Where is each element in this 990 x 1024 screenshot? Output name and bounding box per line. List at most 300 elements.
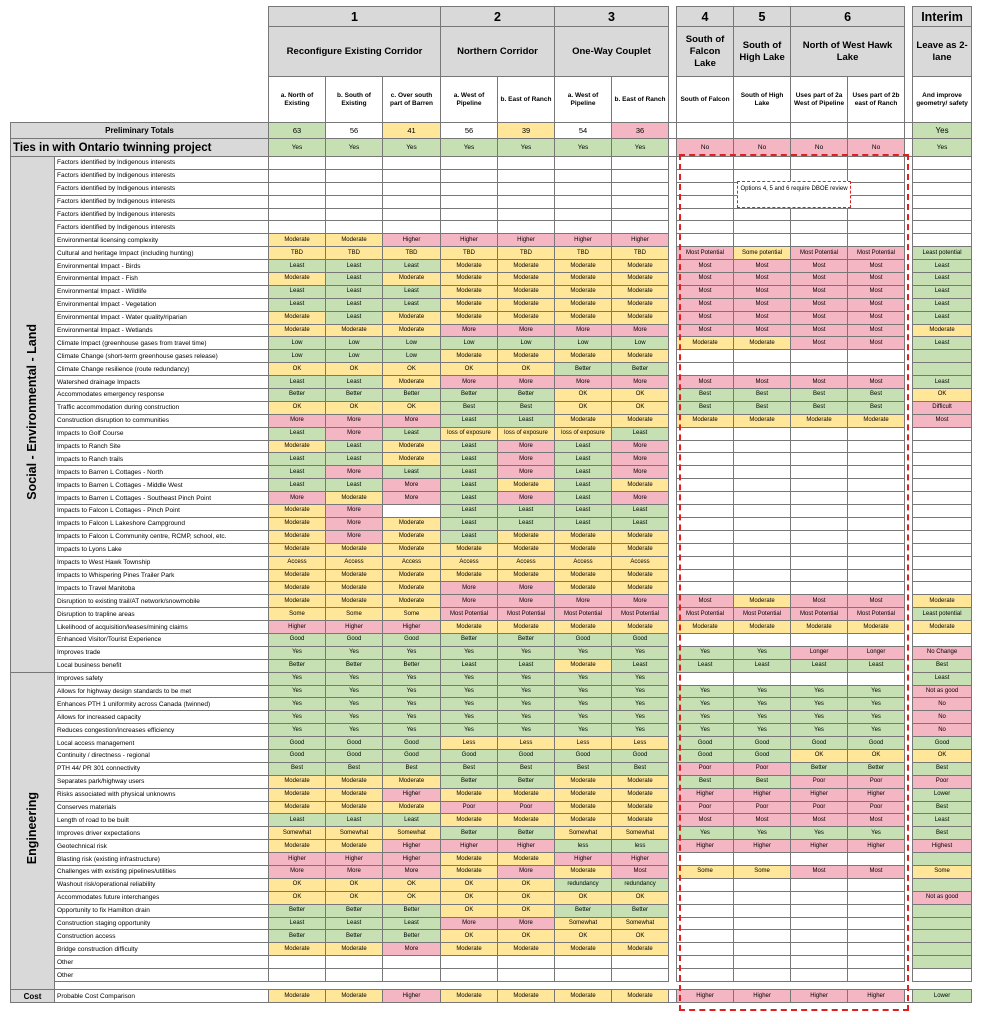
criterion-label: Construction staging opportunity — [55, 917, 269, 930]
score-cell: TBD — [612, 247, 669, 260]
criteria-row — [11, 427, 981, 440]
score-cell: Most Potential — [848, 247, 905, 260]
score-cell — [677, 543, 734, 556]
criterion-label: Challenges with existing pipelines/utilities — [55, 865, 269, 878]
criteria-row — [11, 878, 981, 891]
score-cell: More — [441, 917, 498, 930]
criteria-row — [11, 350, 981, 363]
score-cell: Most — [734, 298, 791, 311]
score-cell: More — [326, 865, 383, 878]
score-cell: Moderate — [555, 311, 612, 324]
criterion-label: Impacts to Falcon L Cottages - Pinch Point — [55, 505, 269, 518]
criteria-row — [11, 311, 981, 324]
gap — [669, 711, 677, 724]
score-cell: Moderate — [326, 775, 383, 788]
score-cell: Moderate — [498, 814, 555, 827]
score-cell: Good — [326, 737, 383, 750]
criterion-label: Impacts to Ranch Site — [55, 440, 269, 453]
gap — [905, 543, 913, 556]
gap — [905, 260, 913, 273]
score-cell: Least — [498, 505, 555, 518]
score-cell: OK — [498, 891, 555, 904]
score-cell: Least — [498, 414, 555, 427]
criteria-row — [11, 466, 981, 479]
score-cell — [734, 453, 791, 466]
score-cell: Better — [383, 904, 441, 917]
option-group-gi: Leave as 2-lane — [913, 27, 972, 77]
score-cell: OK — [913, 749, 972, 762]
score-cell: Moderate — [555, 350, 612, 363]
score-cell: Higher — [441, 840, 498, 853]
score-cell: Better — [555, 363, 612, 376]
score-cell: Less — [498, 737, 555, 750]
score-cell: Most — [677, 260, 734, 273]
gap — [905, 595, 913, 608]
score-cell: Moderate — [269, 788, 326, 801]
score-cell: TBD — [441, 247, 498, 260]
gap — [669, 749, 677, 762]
score-cell: Least — [791, 659, 848, 672]
score-cell: Most — [791, 260, 848, 273]
score-cell: Least — [612, 427, 669, 440]
score-cell: Moderate — [326, 543, 383, 556]
score-cell: Low — [498, 337, 555, 350]
score-cell: Least — [326, 814, 383, 827]
score-cell: More — [383, 492, 441, 505]
score-cell: Better — [383, 389, 441, 402]
score-cell: Moderate — [612, 582, 669, 595]
score-cell: less — [555, 840, 612, 853]
score-cell: Moderate — [441, 273, 498, 286]
score-cell: Better — [612, 363, 669, 376]
score-cell: Low — [326, 337, 383, 350]
score-cell: Most — [791, 285, 848, 298]
score-cell: Most — [677, 324, 734, 337]
score-cell: More — [326, 530, 383, 543]
section-label: Social - Environmental - Land — [25, 323, 39, 500]
score-cell: Better — [498, 775, 555, 788]
score-cell: Least — [326, 479, 383, 492]
score-cell — [734, 466, 791, 479]
score-cell: Poor — [734, 801, 791, 814]
gap — [905, 208, 913, 221]
score-cell: Low — [269, 350, 326, 363]
score-cell: Yes — [612, 672, 669, 685]
gap — [905, 891, 913, 904]
score-cell — [913, 633, 972, 646]
gap — [905, 956, 913, 969]
score-cell: Access — [612, 556, 669, 569]
gap — [905, 659, 913, 672]
score-cell: Low — [441, 337, 498, 350]
criterion-label: Impacts to Barren L Cottages - North — [55, 466, 269, 479]
score-cell — [677, 505, 734, 518]
score-cell — [555, 969, 612, 982]
gap — [669, 182, 677, 195]
score-cell: OK — [441, 363, 498, 376]
score-cell: Yes — [383, 685, 441, 698]
score-cell — [441, 221, 498, 234]
score-cell: Yes — [498, 672, 555, 685]
score-cell: 63 — [269, 123, 326, 139]
score-cell: Moderate — [498, 285, 555, 298]
score-cell: Least — [555, 453, 612, 466]
suboption-header: Uses part of 2a West of Pipeline — [791, 77, 848, 123]
score-cell — [326, 208, 383, 221]
score-cell — [848, 530, 905, 543]
score-cell: Highest — [913, 840, 972, 853]
score-cell — [848, 234, 905, 247]
score-cell — [734, 363, 791, 376]
gap — [905, 169, 913, 182]
criteria-row — [11, 749, 981, 762]
score-cell: Least — [555, 440, 612, 453]
gap — [905, 943, 913, 956]
score-cell — [913, 363, 972, 376]
score-cell: Yes — [269, 698, 326, 711]
score-cell — [734, 569, 791, 582]
score-cell: Moderate — [326, 943, 383, 956]
score-cell — [269, 208, 326, 221]
score-cell: Moderate — [326, 492, 383, 505]
score-cell: Moderate — [269, 582, 326, 595]
gap — [905, 27, 913, 77]
score-cell: Higher — [791, 788, 848, 801]
gap — [669, 260, 677, 273]
score-cell: Moderate — [441, 865, 498, 878]
criterion-label: Construction access — [55, 930, 269, 943]
score-cell — [848, 221, 905, 234]
score-cell: Moderate — [612, 311, 669, 324]
score-cell: Yes — [612, 139, 669, 157]
score-cell: Most — [848, 285, 905, 298]
score-cell: Least — [383, 260, 441, 273]
score-cell — [791, 556, 848, 569]
score-cell: Least — [269, 285, 326, 298]
score-cell: Moderate — [612, 298, 669, 311]
score-cell: OK — [269, 878, 326, 891]
criterion-label: Washout risk/operational reliability — [55, 878, 269, 891]
score-cell — [734, 517, 791, 530]
score-cell: Yes — [326, 724, 383, 737]
score-cell: Best — [441, 401, 498, 414]
criteria-row — [11, 221, 981, 234]
score-cell — [734, 427, 791, 440]
option-group-g6: North of West Hawk Lake — [791, 27, 905, 77]
score-cell: OK — [269, 891, 326, 904]
criterion-label: Separates park/highway users — [55, 775, 269, 788]
gap — [669, 350, 677, 363]
score-cell: More — [612, 466, 669, 479]
score-cell: More — [612, 453, 669, 466]
score-cell: Least — [913, 298, 972, 311]
gap — [905, 324, 913, 337]
score-cell — [848, 878, 905, 891]
score-cell: Best — [498, 762, 555, 775]
evaluation-matrix — [10, 6, 980, 1003]
gap — [905, 221, 913, 234]
score-cell — [612, 221, 669, 234]
score-cell: Least — [612, 505, 669, 518]
criterion-label: Factors identified by Indigenous interests — [55, 208, 269, 221]
score-cell: Best — [498, 401, 555, 414]
score-cell: Better — [498, 827, 555, 840]
score-cell: Moderate — [555, 569, 612, 582]
score-cell: Yes — [677, 685, 734, 698]
score-cell: More — [612, 324, 669, 337]
score-cell: Good — [326, 633, 383, 646]
score-cell: Moderate — [383, 324, 441, 337]
criteria-row — [11, 324, 981, 337]
section-engineering — [11, 672, 55, 989]
score-cell: Most — [677, 595, 734, 608]
gap — [905, 749, 913, 762]
score-cell — [326, 221, 383, 234]
score-cell: Yes — [498, 724, 555, 737]
score-cell: Moderate — [441, 814, 498, 827]
score-cell: Most — [848, 337, 905, 350]
score-cell: Lower — [913, 788, 972, 801]
score-cell: Yes — [441, 724, 498, 737]
score-cell: Moderate — [383, 273, 441, 286]
score-cell: Yes — [269, 711, 326, 724]
score-cell: Moderate — [555, 543, 612, 556]
score-cell: No — [848, 139, 905, 157]
score-cell: Good — [269, 749, 326, 762]
score-cell: Good — [555, 749, 612, 762]
score-cell: Moderate — [555, 414, 612, 427]
score-cell: Yes — [734, 646, 791, 659]
criteria-row — [11, 711, 981, 724]
score-cell: Difficult — [913, 401, 972, 414]
score-cell: More — [441, 595, 498, 608]
score-cell — [555, 195, 612, 208]
score-cell: Poor — [734, 762, 791, 775]
score-cell — [791, 466, 848, 479]
gap — [905, 247, 913, 260]
score-cell — [383, 969, 441, 982]
score-cell — [791, 582, 848, 595]
score-cell: Good — [677, 737, 734, 750]
score-cell: Best — [848, 389, 905, 402]
score-cell: More — [326, 466, 383, 479]
score-cell: Least — [326, 298, 383, 311]
score-cell: More — [326, 427, 383, 440]
score-cell — [269, 169, 326, 182]
gap — [669, 608, 677, 621]
criteria-row — [11, 543, 981, 556]
score-cell: Most — [677, 273, 734, 286]
score-cell: Moderate — [269, 543, 326, 556]
criterion-label: Impacts to Travel Manitoba — [55, 582, 269, 595]
criteria-row — [11, 208, 981, 221]
score-cell: Most — [848, 273, 905, 286]
criteria-row — [11, 724, 981, 737]
score-cell: Moderate — [269, 530, 326, 543]
criteria-row — [11, 956, 981, 969]
score-cell: Poor — [848, 801, 905, 814]
score-cell: Higher — [326, 853, 383, 866]
score-cell: No — [677, 139, 734, 157]
score-cell — [848, 943, 905, 956]
score-cell: Some — [913, 865, 972, 878]
criterion-label: Environmental Impact - Fish — [55, 273, 269, 286]
score-cell: Moderate — [612, 990, 669, 1003]
score-cell: Better — [791, 762, 848, 775]
score-cell — [383, 195, 441, 208]
score-cell: Moderate — [612, 801, 669, 814]
score-cell: Moderate — [441, 543, 498, 556]
score-cell: Moderate — [612, 414, 669, 427]
score-cell: Some — [734, 865, 791, 878]
criteria-row — [11, 621, 981, 634]
score-cell: Higher — [383, 234, 441, 247]
criteria-row — [11, 363, 981, 376]
score-cell — [848, 350, 905, 363]
score-cell — [913, 157, 972, 170]
score-cell — [612, 182, 669, 195]
score-cell: Least — [326, 453, 383, 466]
score-cell: Least — [269, 917, 326, 930]
score-cell: Moderate — [383, 440, 441, 453]
criteria-row — [11, 492, 981, 505]
score-cell: Moderate — [734, 621, 791, 634]
score-cell: More — [498, 466, 555, 479]
score-cell: More — [326, 517, 383, 530]
score-cell: Yes — [326, 698, 383, 711]
score-cell: Moderate — [498, 273, 555, 286]
score-cell: Moderate — [612, 775, 669, 788]
gap — [669, 427, 677, 440]
score-cell: Good — [612, 749, 669, 762]
criterion-label: Watershed drainage Impacts — [55, 376, 269, 389]
score-cell: Moderate — [269, 775, 326, 788]
score-cell: Yes — [791, 711, 848, 724]
criteria-row — [11, 285, 981, 298]
criterion-label: Environmental Impact - Wildlife — [55, 285, 269, 298]
score-cell: Best — [555, 762, 612, 775]
score-cell: Moderate — [441, 350, 498, 363]
score-cell: Moderate — [848, 621, 905, 634]
score-cell: Yes — [441, 711, 498, 724]
score-cell: Yes — [791, 685, 848, 698]
score-cell: Yes — [555, 724, 612, 737]
suboption-header: South of High Lake — [734, 77, 791, 123]
score-cell: OK — [555, 891, 612, 904]
criterion-label: Disruption to trapline areas — [55, 608, 269, 621]
score-cell: OK — [383, 891, 441, 904]
score-cell — [913, 569, 972, 582]
score-cell: Moderate — [612, 543, 669, 556]
option-group-g3: One-Way Couplet — [555, 27, 669, 77]
score-cell: Moderate — [913, 324, 972, 337]
score-cell — [848, 169, 905, 182]
score-cell: Least — [555, 505, 612, 518]
score-cell — [677, 479, 734, 492]
score-cell: Good — [612, 633, 669, 646]
score-cell: Somewhat — [612, 827, 669, 840]
gap — [905, 7, 913, 27]
score-cell: OK — [326, 401, 383, 414]
score-cell: Most Potential — [612, 608, 669, 621]
gap — [669, 285, 677, 298]
score-cell: Moderate — [383, 517, 441, 530]
criteria-row — [11, 582, 981, 595]
score-cell: Least — [269, 376, 326, 389]
criterion-label: Impacts to Ranch trails — [55, 453, 269, 466]
score-cell — [498, 956, 555, 969]
score-cell: Moderate — [269, 840, 326, 853]
criteria-row — [11, 762, 981, 775]
criterion-label: Improves safety — [55, 672, 269, 685]
criterion-label: Likelihood of acquisition/leases/mining claims — [55, 621, 269, 634]
score-cell: Least — [383, 917, 441, 930]
score-cell: Best — [734, 775, 791, 788]
gap — [905, 990, 913, 1003]
score-cell: Higher — [612, 234, 669, 247]
score-cell: Most — [734, 324, 791, 337]
gap — [905, 505, 913, 518]
score-cell: Higher — [791, 840, 848, 853]
score-cell: OK — [612, 401, 669, 414]
score-cell — [734, 943, 791, 956]
option-number-n6: 6 — [791, 7, 905, 27]
score-cell: Better — [383, 930, 441, 943]
score-cell — [677, 530, 734, 543]
score-cell: Moderate — [441, 853, 498, 866]
score-cell: No Change — [913, 646, 972, 659]
gap — [669, 247, 677, 260]
score-cell: Most — [791, 311, 848, 324]
gap — [669, 77, 677, 123]
score-cell: Moderate — [555, 865, 612, 878]
score-cell: OK — [612, 389, 669, 402]
score-cell: Moderate — [269, 943, 326, 956]
score-cell — [555, 157, 612, 170]
gap — [669, 479, 677, 492]
score-cell: Moderate — [612, 788, 669, 801]
score-cell — [677, 350, 734, 363]
score-cell — [848, 157, 905, 170]
score-cell: Moderate — [441, 569, 498, 582]
score-cell — [791, 440, 848, 453]
score-cell: TBD — [326, 247, 383, 260]
score-cell: Moderate — [383, 582, 441, 595]
criteria-row — [11, 865, 981, 878]
score-cell: Moderate — [848, 414, 905, 427]
score-cell: Yes — [555, 139, 612, 157]
score-cell: Yes — [555, 646, 612, 659]
criteria-row — [11, 840, 981, 853]
score-cell: Access — [555, 556, 612, 569]
score-cell: Good — [326, 749, 383, 762]
criteria-row — [11, 157, 981, 170]
score-cell: Yes — [791, 827, 848, 840]
score-cell: Moderate — [326, 324, 383, 337]
score-cell: Most Potential — [848, 608, 905, 621]
criteria-row — [11, 930, 981, 943]
score-cell: Good — [677, 749, 734, 762]
score-cell: Least — [677, 659, 734, 672]
score-cell: Moderate — [555, 530, 612, 543]
score-cell: More — [612, 376, 669, 389]
gap — [669, 904, 677, 917]
score-cell — [848, 517, 905, 530]
score-cell — [791, 363, 848, 376]
score-cell: Better — [269, 659, 326, 672]
criterion-label: Disruption to existing trail/AT network/snowmobile — [55, 595, 269, 608]
score-cell: Most — [848, 311, 905, 324]
